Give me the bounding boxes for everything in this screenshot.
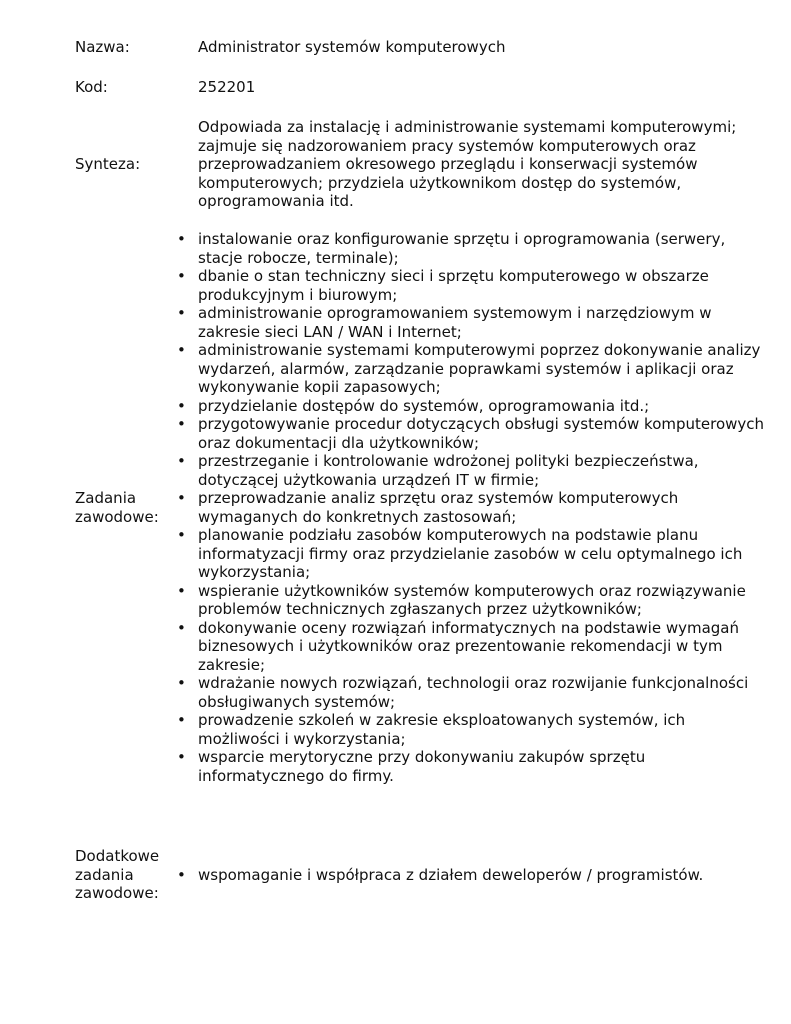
bullet-icon: • [177, 581, 186, 600]
field-nazwa [75, 38, 765, 57]
list-item [152, 415, 765, 452]
list-item-text: planowanie podziału zasobów komputerowych na podstawie planu informatyzacji firmy oraz przydzielanie zasobów w celu optymalnego ich wykorzystania; [198, 526, 743, 581]
list-item [152, 304, 765, 341]
list-item [152, 230, 765, 267]
list-item-text: wdrażanie nowych rozwiązań, technologii oraz rozwijanie funkcjonalności obsługiwanych systemów; [198, 674, 749, 711]
tasks-list [152, 230, 765, 785]
list-item [152, 674, 765, 711]
list-item-text: wspomaganie i współpraca z działem deweloperów / programistów. [198, 865, 704, 884]
value-nazwa: Administrator systemów komputerowych [198, 38, 506, 56]
list-item [152, 341, 765, 397]
bullet-icon: • [177, 267, 186, 285]
list-item-text: wspieranie użytkowników systemów komputerowych oraz rozwiązywanie problemów technicznych zgłaszanych przez użytkowników; [198, 581, 746, 618]
label-nazwa: Nazwa: [75, 38, 130, 56]
list-item-text: przestrzeganie i kontrolowanie wdrożonej polityki bezpieczeństwa, dotyczącej użytkowania urządzeń IT w firmie; [198, 452, 699, 489]
list-item [152, 748, 765, 785]
field-dodatkowe [75, 847, 765, 903]
label-dodatkowe: Dodatkowe zadania zawodowe: [75, 847, 160, 902]
bullet-icon: • [177, 452, 186, 470]
list-item [152, 711, 765, 748]
bullet-icon: • [177, 865, 186, 884]
value-kod: 252201 [198, 78, 256, 96]
list-item [152, 582, 765, 619]
bullet-icon: • [177, 674, 186, 692]
list-item [152, 526, 765, 582]
list-item-text: instalowanie oraz konfigurowanie sprzętu i oprogramowania (serwery, stacje robocze, terminale); [198, 230, 726, 267]
list-item-text: wsparcie merytoryczne przy dokonywaniu zakupów sprzętu informatycznego do firmy. [198, 748, 646, 785]
list-item-text: administrowanie systemami komputerowymi poprzez dokonywanie analizy wydarzeń, alarmów, zarządzanie poprawkami systemów i aplikacji oraz wykonywanie kopii zapasowych; [198, 341, 761, 396]
bullet-icon: • [177, 415, 186, 433]
list-item-text: przeprowadzanie analiz sprzętu oraz systemów komputerowych wymaganych do konkretnych zastosowań; [198, 489, 679, 526]
list-item [152, 489, 765, 526]
field-kod [75, 78, 765, 97]
list-item-text: administrowanie oprogramowaniem systemowym i narzędziowym w zakresie sieci LAN / WAN i Internet; [198, 304, 712, 341]
list-item [152, 452, 765, 489]
bullet-icon: • [177, 748, 186, 766]
list-item [152, 619, 765, 675]
bullet-icon: • [177, 341, 186, 359]
list-item-text: prowadzenie szkoleń w zakresie eksploatowanych systemów, ich możliwości i wykorzystania; [198, 711, 686, 748]
list-item-text: dokonywanie oceny rozwiązań informatycznych na podstawie wymagań biznesowych i użytkowników oraz prezentowanie rekomendacji w tym zakresie; [198, 618, 740, 674]
field-zadania [75, 230, 765, 785]
list-item-text: przygotowywanie procedur dotyczących obsługi systemów komputerowych oraz dokumentacji dla użytkowników; [198, 415, 765, 452]
bullet-icon: • [177, 711, 186, 729]
list-item-text: dbanie o stan techniczny sieci i sprzętu komputerowego w obszarze produkcyjnym i biurowym; [198, 267, 709, 304]
list-item [152, 866, 765, 885]
bullet-icon: • [177, 618, 186, 637]
label-synteza: Synteza: [75, 155, 141, 173]
list-item [152, 397, 765, 416]
bullet-icon: • [177, 396, 186, 415]
label-kod: Kod: [75, 78, 108, 96]
list-item [152, 267, 765, 304]
bullet-icon: • [177, 304, 186, 322]
bullet-icon: • [177, 489, 186, 507]
additional-tasks-list [152, 866, 765, 885]
field-synteza [75, 118, 765, 211]
bullet-icon: • [177, 230, 186, 248]
label-zadania: Zadania zawodowe: [75, 489, 159, 526]
list-item-text: przydzielanie dostępów do systemów, oprogramowania itd.; [198, 396, 650, 415]
bullet-icon: • [177, 526, 186, 544]
value-synteza: Odpowiada za instalację i administrowanie systemami komputerowymi; zajmuje się nadzorowaniem pracy systemów komputerowych oraz przeprowadzaniem okresowego przeglądu i konserwacji systemów komputerowych; przydziela użytkownikom dostęp do systemów, oprogramowania itd. [198, 118, 737, 210]
